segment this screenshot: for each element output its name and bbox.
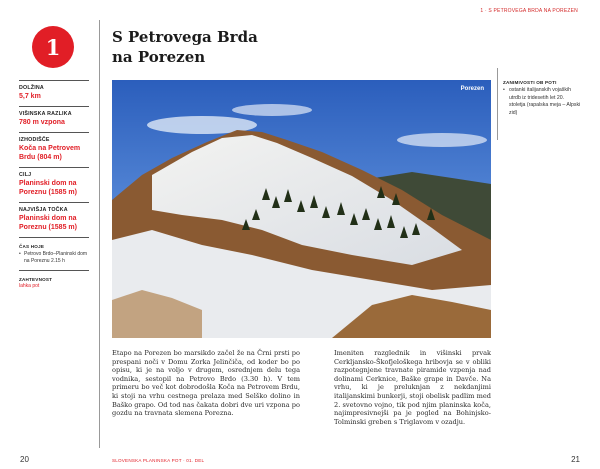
route-number-badge bbox=[32, 26, 74, 68]
title-line-2: na Porezen bbox=[112, 48, 206, 66]
page-number-left: 20 bbox=[20, 455, 29, 464]
info-highest bbox=[19, 203, 89, 238]
length-value: 5,7 km bbox=[19, 93, 41, 100]
route-info-panel bbox=[19, 80, 89, 295]
page-title bbox=[112, 27, 342, 67]
elevation-label: VIŠINSKA RAZLIKA bbox=[19, 111, 72, 117]
points-of-interest bbox=[503, 79, 581, 117]
route-number: 1 bbox=[45, 34, 61, 60]
highest-label: NAJVIŠJA TOČKA bbox=[19, 207, 68, 213]
goal-value: Planinski dom na Poreznu (1585 m) bbox=[19, 180, 77, 196]
page-number-right: 21 bbox=[571, 455, 580, 464]
title-line-1: S Petrovega Brda bbox=[112, 28, 258, 46]
info-difficulty bbox=[19, 271, 89, 295]
info-length bbox=[19, 81, 89, 107]
mountain-photo bbox=[112, 80, 491, 338]
divider-left bbox=[99, 20, 100, 448]
highest-value: Planinski dom na Poreznu (1585 m) bbox=[19, 215, 77, 231]
difficulty-label: ZAHTEVNOST bbox=[19, 277, 53, 282]
time-list bbox=[19, 251, 89, 265]
start-label: IZHODIŠČE bbox=[19, 137, 50, 143]
info-goal bbox=[19, 168, 89, 203]
length-label: DOLŽINA bbox=[19, 85, 44, 91]
info-time bbox=[19, 238, 89, 271]
info-elevation bbox=[19, 107, 89, 133]
difficulty-value: lahka pot bbox=[19, 283, 40, 289]
body-column-1: Etapo na Porezen bo marsikdo začel že na Črni prsti po prespani noči v Domu Zorka Jelinčiča, od koder bo po opisu, ki je na voljo v drugem, osrednjem delu tega vodnika, sestopil na Petrovo Brdo (3.30 h). V tem primeru bo več kot dobrodošla Koča na Petrovem Brdu, ki stoji na vrhu cestnega prelaza med Selško dolino in Baško grapo. Od tod nas čakata dobri dve uri vzpona po gozdu na travnata slemena Poreznа. bbox=[112, 349, 300, 418]
start-value: Koča na Petrovem Brdu (804 m) bbox=[19, 145, 81, 161]
notes-title: ZANIMIVOSTI OB POTI bbox=[503, 80, 557, 85]
running-header: 1 · S PETROVEGA BRDA NA POREZEN bbox=[480, 8, 578, 14]
photo-caption: Porezen bbox=[460, 86, 484, 92]
elevation-value: 780 m vzpona bbox=[19, 119, 65, 126]
notes-item: • ostanki italijanskih vojaških utrdb iz tridesetih let 20. stoletja (rapalska meja – Alpski zid) bbox=[503, 87, 581, 117]
footer-book-title: SLOVENSKA PLANINSKA POT · 01. DEL bbox=[112, 458, 205, 463]
goal-label: CILJ bbox=[19, 172, 32, 178]
info-start bbox=[19, 133, 89, 168]
divider-right bbox=[497, 68, 498, 140]
body-column-2: Imeniten razglednik in višinski prvak Cerkljansko-Škofjeloškega hribovja se v obliki razpotegnjene travnate piramide vzpenja nad dolinami Cerknice, Baške grape in Davče. Na vrhu, ki je preluknjan z nekdanjimi italijanskimi bunkerji, stoji obelisk padlim med 2. svetovno vojno, tik pod njim planinska koča, najimpresivnejši pa je pogled na Bohinjsko-Tolminski greben s Triglavom v ozadju. bbox=[334, 349, 491, 426]
mountain-photo-image bbox=[112, 80, 491, 338]
time-item: • Petrovo Brdo–Planinski dom na Poreznu 2.15 h bbox=[19, 251, 89, 265]
time-label: ČAS HOJE bbox=[19, 244, 45, 249]
